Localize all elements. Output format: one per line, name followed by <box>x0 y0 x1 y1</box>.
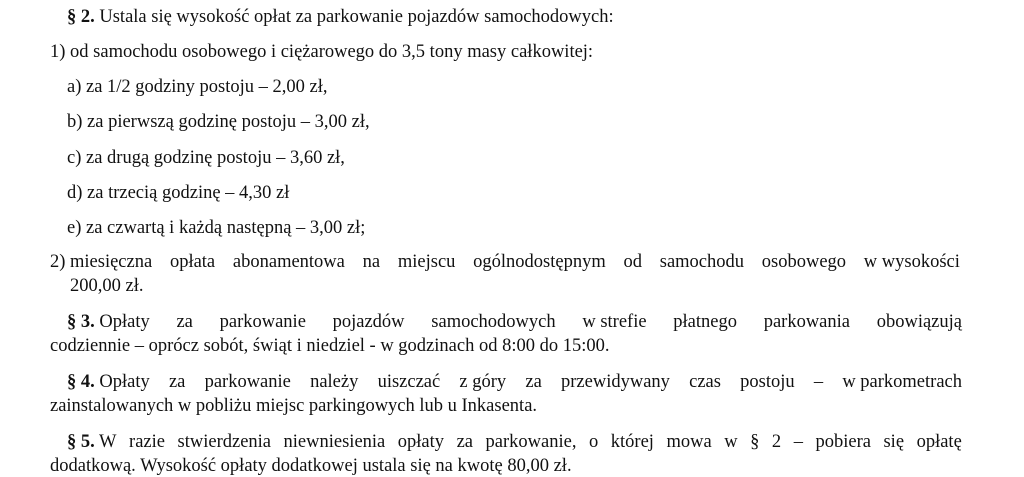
paragraph-5-line-1 <box>67 431 962 453</box>
item-2-word: abonamentowa <box>232 252 345 272</box>
subitem-a: a) za 1/2 godziny postoju – 2,00 zł, <box>67 77 328 97</box>
paragraph-3-word: parkowania <box>763 312 850 332</box>
paragraph-3-line-2: codziennie – oprócz sobót, świąt i niedziel - w godzinach od 8:00 do 15:00. <box>50 336 610 356</box>
item-1 <box>50 41 593 63</box>
paragraph-5-word: – <box>793 432 803 452</box>
paragraph-3-word: pojazdów <box>332 312 405 332</box>
paragraph-4-word: za <box>525 372 542 392</box>
item-2-word: od <box>623 252 642 272</box>
paragraph-5-word: W <box>99 432 117 452</box>
paragraph-3-word: za <box>176 312 193 332</box>
item-2-word: samochodu <box>659 252 745 272</box>
paragraph-5-word: opłaty <box>397 432 445 452</box>
item-2-word: miesięczna <box>70 252 153 272</box>
item-2-word: na <box>362 252 381 272</box>
item-2-word: w wysokości <box>863 252 960 272</box>
paragraph-4-word: za <box>168 372 186 392</box>
paragraph-5-word: razie <box>129 432 165 452</box>
subitem-b: b) za pierwszą godzinę postoju – 3,00 zł, <box>67 112 370 132</box>
item-2-word: ogólnodostępnym <box>473 252 606 272</box>
paragraph-3-word: samochodowych <box>431 312 556 332</box>
paragraph-3-word: w strefie <box>582 312 647 332</box>
item-1-number: 1) <box>50 42 66 62</box>
paragraph-4-word: – <box>813 372 824 392</box>
paragraph-3-word: Opłaty <box>99 312 150 332</box>
paragraph-3-sign: § 3. <box>67 312 95 332</box>
paragraph-5-word: o <box>589 432 599 452</box>
item-2-word: miejscu <box>397 252 456 272</box>
subitem-c: c) za drugą godzinę postoju – 3,60 zł, <box>67 148 345 168</box>
paragraph-2-heading <box>67 6 614 28</box>
paragraph-4-word: z góry <box>459 372 507 392</box>
paragraph-5-word: mowa <box>666 432 712 452</box>
paragraph-5-sign: § 5. <box>67 432 95 452</box>
subitem-e: e) za czwartą i każdą następną – 3,00 zł; <box>67 218 366 238</box>
paragraph-5-word: za <box>456 432 474 452</box>
item-2-line-2: 200,00 zł. <box>70 276 144 296</box>
paragraph-5-word: się <box>883 432 905 452</box>
paragraph-5-word: parkowanie, <box>485 432 577 452</box>
paragraph-5-word: § <box>750 432 760 452</box>
paragraph-5-word: której <box>610 432 654 452</box>
item-2-word: opłata <box>169 252 216 272</box>
paragraph-4-sign: § 4. <box>67 372 95 392</box>
paragraph-5-word: 2 <box>771 432 782 452</box>
paragraph-4-word: czas <box>689 372 721 392</box>
paragraph-4-line-1 <box>67 371 962 393</box>
item-2-number: 2) <box>50 252 66 272</box>
paragraph-5-word: niewniesienia <box>283 432 386 452</box>
paragraph-5-word: w <box>724 432 738 452</box>
paragraph-3-line-1 <box>67 311 962 333</box>
paragraph-4-word: należy <box>310 372 359 392</box>
paragraph-5-word: stwierdzenia <box>177 432 272 452</box>
item-2-line-1 <box>70 251 960 273</box>
paragraph-5-word: pobiera <box>815 432 871 452</box>
paragraph-4-word: postoju <box>740 372 795 392</box>
paragraph-3-word: płatnego <box>673 312 737 332</box>
subitem-d: d) za trzecią godzinę – 4,30 zł <box>67 183 290 203</box>
paragraph-4-word: Opłaty <box>99 372 150 392</box>
item-2-word: osobowego <box>761 252 847 272</box>
paragraph-2-text: Ustala się wysokość opłat za parkowanie pojazdów samochodowych: <box>94 7 614 27</box>
paragraph-4-word: przewidywany <box>561 372 670 392</box>
paragraph-4-word: w parkometrach <box>842 372 962 392</box>
paragraph-4-word: parkowanie <box>204 372 291 392</box>
paragraph-3-word: parkowanie <box>219 312 306 332</box>
item-1-text: od samochodu osobowego i ciężarowego do 3,5 tony masy całkowitej: <box>70 42 594 62</box>
paragraph-3-word: obowiązują <box>876 312 962 332</box>
paragraph-5-word: opłatę <box>916 432 962 452</box>
paragraph-4-word: uiszczać <box>377 372 441 392</box>
paragraph-4-line-2: zainstalowanych w pobliżu miejsc parkingowych lub u Inkasenta. <box>50 396 538 416</box>
paragraph-5-line-2: dodatkową. Wysokość opłaty dodatkowej ustala się na kwotę 80,00 zł. <box>50 456 572 476</box>
paragraph-2-sign: § 2. <box>67 7 95 27</box>
